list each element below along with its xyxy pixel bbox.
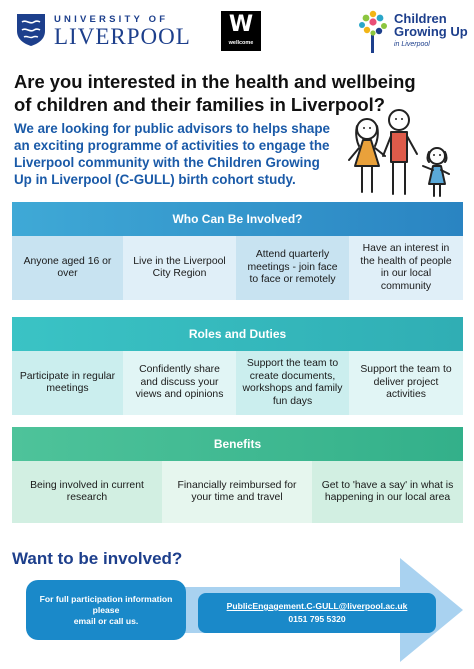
info-cell: Have an interest in the health of people in our local community [349, 236, 463, 300]
university-of-liverpool-logo [14, 12, 191, 50]
section-title: Who Can Be Involved? [12, 202, 463, 236]
info-cell: Get to 'have a say' in what is happening in our local area [312, 461, 463, 523]
children-growing-up-logo [357, 9, 469, 55]
wellcome-logo [221, 11, 261, 51]
header [0, 0, 474, 62]
email-link[interactable]: PublicEngagement.C-GULL@liverpool.ac.uk [226, 601, 408, 611]
info-cell: Attend quarterly meetings - join face to face or remotely [236, 236, 349, 300]
info-cell: Live in the Liverpool City Region [123, 236, 236, 300]
section-items [12, 461, 463, 523]
family-illustration [345, 104, 463, 200]
page-title: Are you interested in the health and wellbeing of children and their families in Liverpool? [14, 71, 416, 115]
wellcome-text: wellcome [228, 40, 254, 46]
info-cell: Participate in regular meetings [12, 351, 123, 415]
cta-heading: Want to be involved? [12, 549, 183, 568]
info-cell: Being involved in current research [12, 461, 162, 523]
section-items [12, 351, 463, 415]
section-benefits [12, 427, 463, 523]
section-who-can-be-involved [12, 202, 463, 300]
section-title: Roles and Duties [12, 317, 463, 351]
contact-box [198, 593, 436, 633]
intro-text: We are looking for public advisors to helps shape an exciting programme of activities to engage the Liverpool community with the Children Growing Up in Liverpool (C-GULL) birth cohort study. [14, 121, 330, 187]
phone-number[interactable]: 0151 795 5320 [288, 614, 346, 624]
info-cell: Support the team to deliver project activities [349, 351, 463, 415]
cgu-subtitle: in Liverpool [394, 41, 430, 48]
crest-icon [16, 13, 46, 47]
cgu-title [394, 12, 468, 38]
info-cell: Anyone aged 16 or over [12, 236, 123, 300]
info-cell: Financially reimbursed for your time and travel [162, 461, 312, 523]
tree-icon [357, 9, 389, 55]
cgu-title-line1: Children [394, 11, 447, 26]
uol-top-text: UNIVERSITY OF [54, 14, 169, 25]
participation-info-box [26, 580, 186, 640]
section-items [12, 236, 463, 300]
section-title: Benefits [12, 427, 463, 461]
participation-info-line1: For full participation information please [39, 593, 173, 615]
participation-info-line2: email or call us. [73, 615, 139, 626]
info-cell: Confidently share and discuss your views and opinions [123, 351, 236, 415]
section-roles-and-duties [12, 317, 463, 415]
info-cell: Support the team to create documents, workshops and family fun days [236, 351, 349, 415]
wellcome-mark: W [228, 12, 254, 37]
cgu-title-line2: Growing Up [394, 24, 468, 39]
uol-main-text: LIVERPOOL [54, 24, 191, 49]
